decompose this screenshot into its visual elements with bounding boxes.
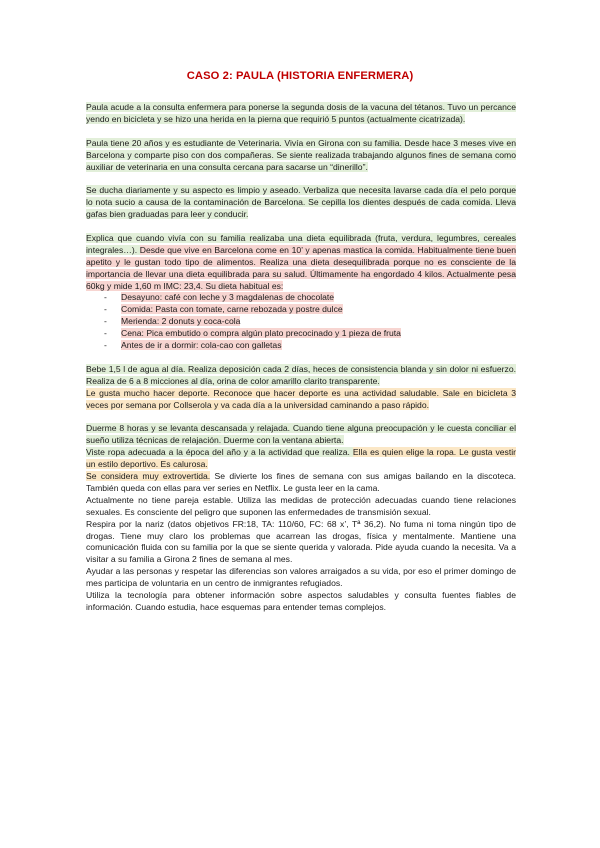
paragraph-personal-info — [86, 138, 516, 174]
diet-item: - Desayuno: café con leche y 3 magdalenas de chocolate — [104, 292, 516, 304]
highlight-green: Se ducha diariamente y su aspecto es limpio y aseado. Verbaliza que necesita lavarse cada día el pelo porque lo nota sucio a causa de la contaminación de Barcelona. Se cepilla los dientes después de cada comida. Lleva gafas bien graduadas para leer y conducir. — [86, 185, 516, 220]
diet-item: - Cena: Pica embutido o compra algún plato precocinado y 1 pieza de fruta — [104, 328, 516, 340]
paragraph-consultation — [86, 102, 516, 126]
diet-item: - Comida: Pasta con tomate, carne rebozada y postre dulce — [104, 304, 516, 316]
highlight-green: Paula tiene 20 años y es estudiante de Veterinaria. Vivía en Girona con su familia. Desde hace 3 meses vive en Barcelona y comparte piso con dos compañeras. Se siente realizada trabajando algunos fines de semana como auxiliar de veterinaria en una consulta cercana para sacarse un “dinerillo”. — [86, 137, 516, 172]
paragraph-breathing-values: Respira por la nariz (datos objetivos FR:18, TA: 110/60, FC: 68 x’, Tª 36,2). No fuma ni toma ningún tipo de drogas. Tiene muy claro los problemas que acarrean las drogas, física y mentalmente. Mantiene una comunicación fluida con su familia por la que se siente querida y valorada. Pide ayuda cuando la necesita. Va a visitar a su familia a Girona 2 fines de semana al mes. — [86, 518, 516, 565]
highlight-yellow: Se considera muy extrovertida. — [86, 471, 211, 482]
highlight-green: Bebe 1,5 l de agua al día. Realiza deposición cada 2 días, heces de consistencia blanda y sin dolor ni esfuerzo. Realiza de 6 a 8 micciones al día, orina de color amarillo clarito transparente. — [86, 363, 516, 386]
paragraph-nutrition — [86, 233, 516, 293]
paragraph-volunteering: Ayudar a las personas y respetar las diferencias son valores arraigados a su vida, por eso el primer domingo de mes participa de voluntaria en un centro de inmigrantes refugiados. — [86, 566, 516, 589]
diet-item: - Antes de ir a dormir: cola-cao con galletas — [104, 340, 516, 352]
highlight-green: Paula acude a la consulta enfermera para ponerse la segunda dosis de la vacuna del tétanos. Tuvo un percance yendo en bicicleta y se hizo una herida en la pierna que requirió 5 puntos (actualmente cicatrizada). — [86, 102, 516, 124]
paragraph-sexuality: Actualmente no tiene pareja estable. Utiliza las medidas de protección adecuadas cuando tiene relaciones sexuales. Es consciente del peligro que suponen las enfermedades de transmisión sexual. — [86, 494, 516, 517]
paragraph-technology: Utiliza la tecnología para obtener información sobre aspectos saludables y consulta fuentes fiables de información. Cuando estudia, hace esquemas para entender temas complejos. — [86, 590, 516, 612]
paragraph-leisure: Se considera muy extrovertida. Se divierte los fines de semana con sus amigas bailando en la discoteca. También queda con ellas para ver series en Netflix. Le gusta leer en la cama. — [86, 471, 516, 493]
highlight-green: Viste ropa adecuada a la época del año y a la actividad que realiza. — [86, 447, 353, 458]
diet-list — [86, 292, 516, 352]
page-title: CASO 2: PAULA (HISTORIA ENFERMERA) — [186, 70, 414, 82]
paragraph-sleep — [86, 423, 516, 447]
paragraph-elimination — [86, 364, 516, 388]
highlight-red: Desde que vive en Barcelona come en 10’ y apenas mastica la comida. Habitualmente tiene buen apetito y le gustan todo tipo de alimentos. Realiza una dieta desequilibrada porque no es consciente de la importancia de llevar una dieta equilibrada para su salud. Últimamente ha engordado 4 kilos. Actualmente pesa 60kg y mide 1,60 m IMC: 23,4. Su dieta habitual es: — [86, 244, 516, 291]
case-body — [86, 102, 516, 614]
highlight-yellow: Ella es quien elige la ropa. Le gusta vestir un estilo deportivo. Es calurosa. — [86, 447, 516, 470]
paragraph-clothing — [86, 447, 516, 471]
highlight-yellow: Le gusta mucho hacer deporte. Reconoce que hacer deporte es una actividad saludable. Sale en bicicleta 3 veces por semana por Collserola y va cada día a la universidad caminando a paso rápido. — [86, 387, 516, 410]
highlight-green: Explica que cuando vivía con su familia realizaba una dieta equilibrada (fruta, verdura, legumbres, cereales integrales…). — [86, 232, 516, 255]
paragraph-activity — [86, 388, 516, 412]
paragraph-hygiene — [86, 185, 516, 221]
highlight-green: Duerme 8 horas y se levanta descansada y relajada. Cuando tiene alguna preocupación y le cuesta conciliar el sueño utiliza técnicas de relajación. Duerme con la ventana abierta. — [86, 423, 516, 446]
diet-item: - Merienda: 2 donuts y coca-cola — [104, 316, 516, 328]
